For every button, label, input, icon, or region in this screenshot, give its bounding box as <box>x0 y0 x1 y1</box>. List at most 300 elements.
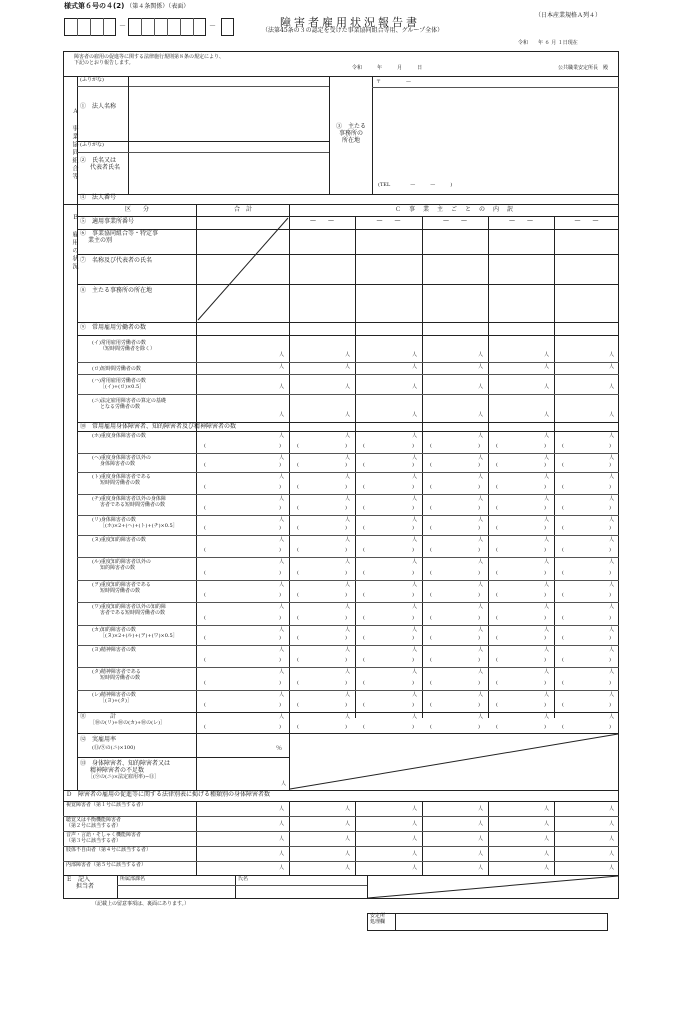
disability-count-cell[interactable]: 人 <box>609 836 615 842</box>
part-time-paren-close: ) <box>544 505 546 511</box>
count-cell[interactable]: 人 <box>609 669 615 675</box>
count-cell[interactable]: 人 <box>345 537 351 543</box>
count-cell[interactable]: 人 <box>544 604 550 610</box>
total-paren-close: ) <box>345 724 347 730</box>
disability-count-cell[interactable]: 人 <box>345 821 351 827</box>
total-count-cell[interactable]: 人 <box>478 714 484 720</box>
count-cell[interactable]: 人 <box>609 692 615 698</box>
part-time-paren-open: ( <box>204 443 206 449</box>
part-time-paren-open: ( <box>562 657 564 663</box>
count-cell[interactable]: 人 <box>412 517 418 523</box>
row-9-item: (ハ)常用雇用労働者の数 ［(イ)+(ロ)×0.5］ <box>92 378 146 390</box>
part-time-paren-close: ) <box>345 525 347 531</box>
count-cell[interactable]: 人 <box>609 364 615 370</box>
total-diagonal <box>196 216 290 322</box>
count-cell[interactable]: 人 <box>279 412 285 418</box>
employer-cell[interactable] <box>490 285 552 321</box>
part-time-paren-close: ) <box>478 525 480 531</box>
count-cell[interactable]: 人 <box>478 455 484 461</box>
disability-count-cell[interactable]: 人 <box>412 865 418 871</box>
part-time-paren-open: ( <box>204 702 206 708</box>
count-cell[interactable]: 人 <box>478 647 484 653</box>
count-cell[interactable]: 人 <box>279 352 285 358</box>
part-time-paren-open: ( <box>204 570 206 576</box>
part-time-paren-close: ) <box>544 525 546 531</box>
part-time-paren-open: ( <box>363 702 365 708</box>
part-time-paren-close: ) <box>345 462 347 468</box>
part-time-paren-open: ( <box>204 525 206 531</box>
disability-count-cell[interactable]: 人 <box>279 836 285 842</box>
part-time-paren-open: ( <box>430 547 432 553</box>
part-time-paren-close: ) <box>609 462 611 468</box>
count-cell[interactable]: 人 <box>478 364 484 370</box>
count-cell[interactable]: 人 <box>544 433 550 439</box>
count-cell[interactable]: 人 <box>609 517 615 523</box>
count-cell[interactable]: 人 <box>279 669 285 675</box>
part-time-paren-open: ( <box>496 505 498 511</box>
part-time-paren-close: ) <box>412 592 414 598</box>
part-time-paren-open: ( <box>496 592 498 598</box>
part-time-paren-close: ) <box>609 443 611 449</box>
part-time-paren-open: ( <box>562 680 564 686</box>
row-11-label: ⑪ 計 ［⑩の(リ)+⑩の(カ)+⑩の(レ)］ <box>80 713 166 726</box>
count-cell[interactable]: 人 <box>609 412 615 418</box>
count-cell[interactable]: 人 <box>544 517 550 523</box>
part-time-paren-open: ( <box>363 680 365 686</box>
employer-cell[interactable] <box>556 230 617 253</box>
count-cell[interactable]: 人 <box>279 537 285 543</box>
count-cell[interactable]: 人 <box>609 433 615 439</box>
count-cell[interactable]: 人 <box>279 582 285 588</box>
part-time-paren-close: ) <box>279 592 281 598</box>
page-subtitle: （法第45条の３の認定を受けた事業協同組合等用、グループ全体） <box>262 27 444 34</box>
part-time-paren-open: ( <box>363 484 365 490</box>
count-cell[interactable]: 人 <box>478 384 484 390</box>
employer-cell[interactable] <box>291 255 353 283</box>
part-time-paren-open: ( <box>363 443 365 449</box>
disability-count-cell[interactable]: 人 <box>279 865 285 871</box>
part-time-paren-open: ( <box>430 592 432 598</box>
row-10-label: ⑩ 常用雇用身体障害者、知的障害者及び精神障害者の数 <box>80 423 237 430</box>
count-cell[interactable]: 人 <box>345 627 351 633</box>
disability-count-cell[interactable]: 人 <box>544 821 550 827</box>
total-count-cell[interactable]: 人 <box>345 714 351 720</box>
count-cell[interactable]: 人 <box>345 412 351 418</box>
rep-name-label: ② 氏名又は 代表者氏名 <box>80 157 121 171</box>
count-cell[interactable]: 人 <box>279 433 285 439</box>
disability-count-cell[interactable]: 人 <box>544 806 550 812</box>
row-10-item: (タ)精神障害者である 短時間労働者の数 <box>92 669 141 681</box>
part-time-paren-open: ( <box>204 680 206 686</box>
part-time-paren-close: ) <box>279 484 281 490</box>
count-cell[interactable]: 人 <box>609 474 615 480</box>
part-time-paren-close: ) <box>345 592 347 598</box>
office-number-boxes[interactable]: － － <box>64 18 237 36</box>
part-time-paren-close: ) <box>609 484 611 490</box>
part-time-paren-close: ) <box>478 592 480 598</box>
count-cell[interactable]: 人 <box>609 627 615 633</box>
part-time-paren-open: ( <box>430 505 432 511</box>
corp-number-field[interactable] <box>128 195 288 204</box>
count-cell[interactable]: 人 <box>279 559 285 565</box>
total-paren-open: ( <box>363 724 365 730</box>
part-time-paren-close: ) <box>279 570 281 576</box>
employer-cell[interactable] <box>291 230 353 253</box>
count-cell[interactable]: 人 <box>279 364 285 370</box>
part-time-paren-close: ) <box>609 525 611 531</box>
part-time-paren-close: ) <box>345 505 347 511</box>
part-time-paren-close: ) <box>412 525 414 531</box>
part-time-paren-close: ) <box>478 570 480 576</box>
count-cell[interactable]: 人 <box>279 604 285 610</box>
disability-type-row: 音声・言語・そしゃく機能障害者 （第３号に該当する者） <box>66 832 142 844</box>
count-cell[interactable]: 人 <box>412 669 418 675</box>
count-cell[interactable]: 人 <box>478 669 484 675</box>
intro-text: 障害者の雇用の促進等に関する法律施行規則第８条の規定により、 下記のとおり報告します。 <box>74 54 225 66</box>
count-cell[interactable]: 人 <box>345 384 351 390</box>
employer-cell[interactable] <box>357 255 420 283</box>
count-cell[interactable]: 人 <box>478 474 484 480</box>
count-cell[interactable]: 人 <box>412 433 418 439</box>
count-cell[interactable]: 人 <box>345 474 351 480</box>
count-cell[interactable]: 人 <box>544 582 550 588</box>
count-cell[interactable]: 人 <box>412 474 418 480</box>
count-cell[interactable]: 人 <box>478 433 484 439</box>
row-10-item: (ト)重度身体障害者である 短時間労働者の数 <box>92 474 151 486</box>
part-time-paren-open: ( <box>496 635 498 641</box>
count-cell[interactable]: 人 <box>279 692 285 698</box>
disability-count-cell[interactable]: 人 <box>412 806 418 812</box>
part-time-paren-close: ) <box>478 484 480 490</box>
part-time-paren-close: ) <box>544 657 546 663</box>
disability-type-row: 視覚障害者（第１号に該当する者） <box>66 802 147 808</box>
part-time-paren-open: ( <box>297 484 299 490</box>
count-cell[interactable]: 人 <box>609 352 615 358</box>
count-cell[interactable]: 人 <box>544 455 550 461</box>
count-cell[interactable]: 人 <box>345 604 351 610</box>
disability-count-cell[interactable]: 人 <box>412 836 418 842</box>
count-cell[interactable]: 人 <box>345 517 351 523</box>
part-time-paren-open: ( <box>562 570 564 576</box>
part-time-paren-close: ) <box>544 484 546 490</box>
count-cell[interactable]: 人 <box>412 627 418 633</box>
part-time-paren-close: ) <box>478 680 480 686</box>
count-cell[interactable]: 人 <box>345 559 351 565</box>
count-cell[interactable]: 人 <box>279 647 285 653</box>
disability-count-cell[interactable]: 人 <box>279 821 285 827</box>
tel-field[interactable]: (TEL — — ) <box>378 182 453 188</box>
count-cell[interactable]: 人 <box>609 559 615 565</box>
part-time-paren-close: ) <box>412 657 414 663</box>
count-cell[interactable]: 人 <box>412 647 418 653</box>
part-time-paren-open: ( <box>297 570 299 576</box>
count-cell[interactable]: 人 <box>412 692 418 698</box>
part-time-paren-close: ) <box>609 657 611 663</box>
count-cell[interactable]: 人 <box>544 669 550 675</box>
rep-name-field[interactable] <box>130 154 326 192</box>
part-time-paren-open: ( <box>496 702 498 708</box>
part-time-paren-close: ) <box>609 592 611 598</box>
part-time-paren-open: ( <box>204 505 206 511</box>
part-time-paren-open: ( <box>297 615 299 621</box>
count-cell[interactable]: 人 <box>412 537 418 543</box>
count-cell[interactable]: 人 <box>412 412 418 418</box>
count-cell[interactable]: 人 <box>279 455 285 461</box>
count-cell[interactable]: 人 <box>544 364 550 370</box>
part-time-paren-open: ( <box>430 570 432 576</box>
total-paren-open: ( <box>204 724 206 730</box>
count-cell[interactable]: 人 <box>478 517 484 523</box>
col-total: 合 計 <box>233 206 252 213</box>
disability-count-cell[interactable]: 人 <box>544 851 550 857</box>
office-address-label: ③ 主たる 事務所の 所在地 <box>335 123 366 144</box>
postal-code[interactable]: 〒 — <box>376 79 412 85</box>
count-cell[interactable]: 人 <box>412 455 418 461</box>
as-of-date: 令和 年 ６ 月 １日現在 <box>518 40 578 46</box>
dept-field[interactable] <box>118 885 233 898</box>
count-cell[interactable]: 人 <box>609 455 615 461</box>
count-cell[interactable]: 人 <box>345 669 351 675</box>
row-10-item: (カ)知的障害者の数 ［(ヌ)×2+(ル)+(ヲ)+(ワ)×0.5］ <box>92 627 178 639</box>
row-entity-type: ⑥ 事業協同組合等・特定事 業主の別 <box>80 230 159 244</box>
row-10-item: (ル)重度知的障害者以外の 知的障害者の数 <box>92 559 151 571</box>
name-label: 氏名 <box>238 876 249 882</box>
count-cell[interactable]: 人 <box>412 559 418 565</box>
part-time-paren-open: ( <box>496 570 498 576</box>
part-time-paren-open: ( <box>496 657 498 663</box>
office-number-cell[interactable]: — — <box>309 217 334 224</box>
row-9-label: ⑨ 常用雇用労働者の数 <box>80 324 147 331</box>
count-cell[interactable]: 人 <box>412 364 418 370</box>
part-time-paren-open: ( <box>204 484 206 490</box>
part-time-paren-close: ) <box>345 635 347 641</box>
office-number-cell[interactable]: — — <box>376 217 401 224</box>
count-cell[interactable]: 人 <box>544 647 550 653</box>
total-count-cell[interactable]: 人 <box>412 714 418 720</box>
count-cell[interactable]: 人 <box>412 604 418 610</box>
disability-count-cell[interactable]: 人 <box>412 821 418 827</box>
disability-count-cell[interactable]: 人 <box>609 806 615 812</box>
disability-count-cell[interactable]: 人 <box>279 851 285 857</box>
part-time-paren-close: ) <box>544 592 546 598</box>
part-time-paren-close: ) <box>345 702 347 708</box>
disability-count-cell[interactable]: 人 <box>478 821 484 827</box>
form-number: 様式第６号の４(2) （第４条関係）（表面） <box>64 2 190 10</box>
part-time-paren-open: ( <box>496 547 498 553</box>
employer-cell[interactable] <box>490 230 552 253</box>
count-cell[interactable]: 人 <box>478 582 484 588</box>
disability-count-cell[interactable]: 人 <box>345 836 351 842</box>
office-address-field[interactable] <box>374 90 614 178</box>
disability-type-row: 肢体不自由者（第４号に該当する者） <box>66 847 152 853</box>
part-time-paren-close: ) <box>345 615 347 621</box>
office-number-cell[interactable]: — — <box>574 217 599 224</box>
count-cell[interactable]: 人 <box>279 384 285 390</box>
report-date[interactable]: 令和 年 月 日 <box>352 65 423 71</box>
count-cell[interactable]: 人 <box>478 559 484 565</box>
part-time-paren-open: ( <box>363 635 365 641</box>
count-cell[interactable]: 人 <box>345 496 351 502</box>
count-cell[interactable]: 人 <box>544 496 550 502</box>
row-9-item: (ニ)法定雇用障害者の算定の基礎 となる労働者の数 <box>92 398 166 410</box>
part-time-paren-close: ) <box>478 462 480 468</box>
part-time-paren-open: ( <box>204 462 206 468</box>
part-time-paren-close: ) <box>544 443 546 449</box>
part-time-paren-close: ) <box>412 635 414 641</box>
count-cell[interactable]: 人 <box>478 537 484 543</box>
part-time-paren-close: ) <box>478 702 480 708</box>
disability-count-cell[interactable]: 人 <box>609 851 615 857</box>
part-time-paren-open: ( <box>562 443 564 449</box>
part-time-paren-open: ( <box>562 615 564 621</box>
disability-count-cell[interactable]: 人 <box>478 806 484 812</box>
disability-count-cell[interactable]: 人 <box>478 851 484 857</box>
employer-cell[interactable] <box>424 285 486 321</box>
part-time-paren-open: ( <box>297 443 299 449</box>
count-cell[interactable]: 人 <box>345 582 351 588</box>
disability-count-cell[interactable]: 人 <box>412 851 418 857</box>
total-count-cell[interactable]: 人 <box>544 714 550 720</box>
count-cell[interactable]: 人 <box>544 412 550 418</box>
part-time-paren-open: ( <box>430 702 432 708</box>
count-cell[interactable]: 人 <box>345 364 351 370</box>
disability-type-row: 聴覚又は平衡機能障害者 （第２号に該当する者） <box>66 817 122 829</box>
part-time-paren-close: ) <box>412 462 414 468</box>
count-cell[interactable]: 人 <box>544 474 550 480</box>
count-cell[interactable]: 人 <box>279 627 285 633</box>
part-time-paren-open: ( <box>430 525 432 531</box>
count-cell[interactable]: 人 <box>412 384 418 390</box>
count-cell[interactable]: 人 <box>609 537 615 543</box>
part-time-paren-open: ( <box>204 547 206 553</box>
disability-count-cell[interactable]: 人 <box>279 806 285 812</box>
count-cell[interactable]: 人 <box>345 647 351 653</box>
page-title: 障害者雇用状況報告書 <box>280 16 420 29</box>
part-time-paren-close: ) <box>478 443 480 449</box>
employer-cell[interactable] <box>490 255 552 283</box>
employer-cell[interactable] <box>357 285 420 321</box>
count-cell[interactable]: 人 <box>609 604 615 610</box>
count-cell[interactable]: 人 <box>609 496 615 502</box>
count-cell[interactable]: 人 <box>345 692 351 698</box>
part-time-paren-open: ( <box>297 635 299 641</box>
count-cell[interactable]: 人 <box>279 496 285 502</box>
disability-count-cell[interactable]: 人 <box>345 851 351 857</box>
count-cell[interactable]: 人 <box>544 537 550 543</box>
part-time-paren-open: ( <box>430 615 432 621</box>
count-cell[interactable]: 人 <box>412 352 418 358</box>
part-time-paren-close: ) <box>478 657 480 663</box>
part-time-paren-open: ( <box>363 657 365 663</box>
name-field[interactable] <box>237 885 365 898</box>
count-cell[interactable]: 人 <box>478 627 484 633</box>
count-cell[interactable]: 人 <box>478 496 484 502</box>
count-cell[interactable]: 人 <box>609 384 615 390</box>
count-cell[interactable]: 人 <box>478 412 484 418</box>
part-time-paren-open: ( <box>363 462 365 468</box>
employer-cell[interactable] <box>291 285 353 321</box>
employer-cell[interactable] <box>556 255 617 283</box>
count-cell[interactable]: 人 <box>609 582 615 588</box>
count-cell[interactable]: 人 <box>544 384 550 390</box>
count-cell[interactable]: 人 <box>478 604 484 610</box>
row-address: ⑧ 主たる事務所の所在地 <box>80 287 153 294</box>
disability-count-cell[interactable]: 人 <box>478 865 484 871</box>
count-cell[interactable]: 人 <box>279 474 285 480</box>
corp-name-label: ① 法人名称 <box>80 103 117 110</box>
count-cell[interactable]: 人 <box>609 647 615 653</box>
disability-count-cell[interactable]: 人 <box>544 836 550 842</box>
row-office-number: ⑤ 適用事業所番号 <box>80 218 135 225</box>
part-time-paren-close: ) <box>279 462 281 468</box>
disability-count-cell[interactable]: 人 <box>609 865 615 871</box>
part-time-paren-open: ( <box>562 702 564 708</box>
row-12-label: ⑫ 実雇用率 (⑪/⑨の(ニ)×100) <box>80 736 136 751</box>
part-time-paren-open: ( <box>430 657 432 663</box>
count-cell[interactable]: 人 <box>345 433 351 439</box>
row-10-item: (ヌ)重度知的障害者の数 <box>92 537 146 543</box>
total-count-cell[interactable]: 人 <box>609 714 615 720</box>
disability-count-cell[interactable]: 人 <box>345 865 351 871</box>
count-cell[interactable]: 人 <box>544 692 550 698</box>
total-paren-open: ( <box>496 724 498 730</box>
employer-cell[interactable] <box>556 285 617 321</box>
count-cell[interactable]: 人 <box>412 582 418 588</box>
employer-cell[interactable] <box>424 255 486 283</box>
total-count-cell[interactable]: 人 <box>279 714 285 720</box>
part-time-paren-open: ( <box>297 702 299 708</box>
part-time-paren-close: ) <box>279 525 281 531</box>
corp-name-field[interactable] <box>130 88 326 138</box>
count-cell[interactable]: 人 <box>412 496 418 502</box>
part-time-paren-open: ( <box>562 484 564 490</box>
disability-count-cell[interactable]: 人 <box>478 836 484 842</box>
part-time-paren-open: ( <box>363 570 365 576</box>
disability-count-cell[interactable]: 人 <box>609 821 615 827</box>
employer-cell[interactable] <box>357 230 420 253</box>
count-cell[interactable]: 人 <box>345 352 351 358</box>
part-time-paren-open: ( <box>297 680 299 686</box>
office-number-cell[interactable]: — — <box>442 217 467 224</box>
part-time-paren-open: ( <box>363 592 365 598</box>
disability-count-cell[interactable]: 人 <box>345 806 351 812</box>
count-cell[interactable]: 人 <box>279 517 285 523</box>
part-time-paren-close: ) <box>279 505 281 511</box>
count-cell[interactable]: 人 <box>478 692 484 698</box>
section-a-label: Ａ 事業協同組合等 <box>71 108 78 181</box>
part-time-paren-open: ( <box>496 462 498 468</box>
breakdown-diagonal <box>289 733 619 790</box>
employer-cell[interactable] <box>424 230 486 253</box>
section-e-label: Ｅ 記入 担当者 <box>66 876 95 890</box>
count-cell[interactable]: 人 <box>544 627 550 633</box>
total-paren-open: ( <box>297 724 299 730</box>
row-9-item: (ロ)短時間労働者の数 <box>92 366 141 372</box>
count-cell[interactable]: 人 <box>345 455 351 461</box>
employment-rate-unit: ％ <box>276 745 283 752</box>
part-time-paren-open: ( <box>363 525 365 531</box>
part-time-paren-close: ) <box>345 484 347 490</box>
office-number-cell[interactable]: — — <box>508 217 533 224</box>
count-cell[interactable]: 人 <box>544 352 550 358</box>
part-time-paren-open: ( <box>562 592 564 598</box>
count-cell[interactable]: 人 <box>478 352 484 358</box>
part-time-paren-close: ) <box>544 462 546 468</box>
disability-count-cell[interactable]: 人 <box>544 865 550 871</box>
count-cell[interactable]: 人 <box>544 559 550 565</box>
office-processing-box <box>367 913 608 931</box>
part-time-paren-close: ) <box>412 484 414 490</box>
